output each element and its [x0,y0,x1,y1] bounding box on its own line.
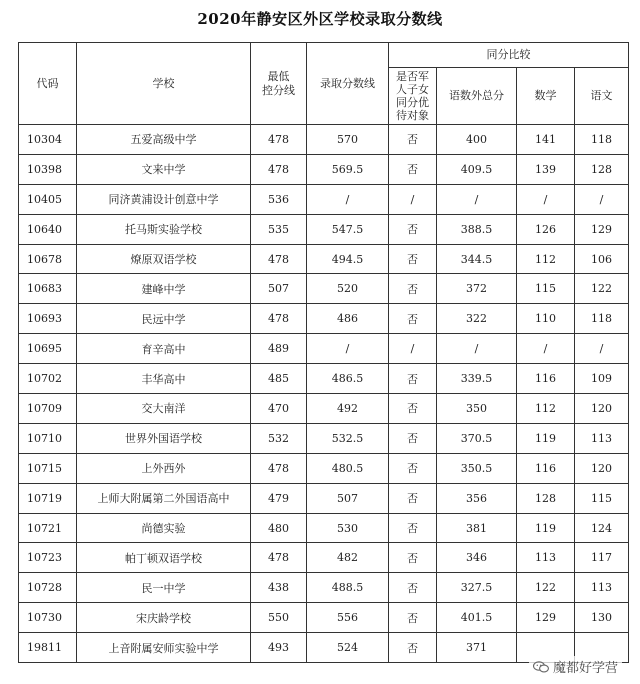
cell-admission-score: 488.5 [307,573,389,603]
header-code: 代码 [19,43,77,125]
cell-chinese: 124 [575,513,629,543]
cell-admission-score: 520 [307,274,389,304]
table-row [19,423,629,453]
cell-school: 上师大附属第二外国语高中 [77,483,251,513]
cell-math: 116 [517,453,575,483]
cell-min-score: 478 [251,154,307,184]
cell-code: 10405 [19,184,77,214]
cell-min-score: 507 [251,274,307,304]
cell-code: 19811 [19,633,77,663]
table-row [19,483,629,513]
cell-admission-score: 524 [307,633,389,663]
cell-military-priority: 否 [389,274,437,304]
cell-military-priority: 否 [389,543,437,573]
page-title: 2020年静安区外区学校录取分数线 [197,10,443,28]
table-row [19,214,629,244]
cell-code: 10693 [19,304,77,334]
cell-military-priority: 否 [389,483,437,513]
cell-non-lang-total: / [437,184,517,214]
cell-chinese: 128 [575,154,629,184]
cell-non-lang-total: 344.5 [437,244,517,274]
cell-school: 文来中学 [77,154,251,184]
cell-code: 10723 [19,543,77,573]
cell-code: 10678 [19,244,77,274]
cell-chinese: 113 [575,423,629,453]
cell-non-lang-total: 388.5 [437,214,517,244]
cell-admission-score: 547.5 [307,214,389,244]
cell-admission-score: 530 [307,513,389,543]
cell-min-score: 478 [251,304,307,334]
header-tie-comparison: 同分比较 [389,43,629,68]
cell-code: 10710 [19,423,77,453]
cell-military-priority: 否 [389,603,437,633]
cell-math: 115 [517,274,575,304]
table-row [19,543,629,573]
cell-math: 113 [517,543,575,573]
watermark-text: 魔都好学营 [552,661,618,676]
cell-code: 10702 [19,364,77,394]
cell-admission-score: 507 [307,483,389,513]
cell-admission-score: / [307,184,389,214]
table-row [19,154,629,184]
cell-admission-score: 494.5 [307,244,389,274]
cell-chinese: 120 [575,453,629,483]
cell-military-priority: 否 [389,453,437,483]
cell-code: 10721 [19,513,77,543]
cell-military-priority: 否 [389,423,437,453]
cell-code: 10709 [19,394,77,424]
cell-min-score: 470 [251,394,307,424]
cell-school: 交大南洋 [77,394,251,424]
cell-min-score: 478 [251,125,307,155]
cell-non-lang-total: 370.5 [437,423,517,453]
cell-min-score: 478 [251,543,307,573]
cell-chinese: 120 [575,394,629,424]
cell-military-priority: 否 [389,513,437,543]
cell-min-score: 485 [251,364,307,394]
cell-min-score: 489 [251,334,307,364]
table-row [19,573,629,603]
cell-school: 上外西外 [77,453,251,483]
cell-military-priority: 否 [389,394,437,424]
cell-admission-score: 569.5 [307,154,389,184]
table-body [19,125,629,663]
table-row [19,125,629,155]
table-row [19,184,629,214]
cell-non-lang-total: 409.5 [437,154,517,184]
cell-non-lang-total: 350.5 [437,453,517,483]
cell-military-priority: 否 [389,633,437,663]
cell-math: 110 [517,304,575,334]
cell-math: 139 [517,154,575,184]
cell-chinese: 109 [575,364,629,394]
cell-math: 126 [517,214,575,244]
cell-school: 民一中学 [77,573,251,603]
cell-military-priority: 否 [389,304,437,334]
cell-military-priority: 否 [389,214,437,244]
cell-school: 托马斯实验学校 [77,214,251,244]
cell-min-score: 493 [251,633,307,663]
cell-admission-score: 486 [307,304,389,334]
header-school: 学校 [77,43,251,125]
table-row [19,304,629,334]
cell-min-score: 478 [251,244,307,274]
cell-school: 帕丁顿双语学校 [77,543,251,573]
cell-school: 育辛高中 [77,334,251,364]
cell-non-lang-total: 346 [437,543,517,573]
cell-math: 112 [517,394,575,424]
header-non-lang-total: 语数外总分 [437,68,517,125]
cell-non-lang-total: 350 [437,394,517,424]
cell-school: 同济黄浦设计创意中学 [77,184,251,214]
cell-military-priority: 否 [389,125,437,155]
cell-chinese: 118 [575,125,629,155]
cell-non-lang-total: 339.5 [437,364,517,394]
cell-chinese: 129 [575,214,629,244]
cell-non-lang-total: / [437,334,517,364]
cell-school: 上音附属安师实验中学 [77,633,251,663]
cell-min-score: 438 [251,573,307,603]
cell-math: 116 [517,364,575,394]
cell-admission-score: 532.5 [307,423,389,453]
cell-school: 民远中学 [77,304,251,334]
cell-math: 129 [517,603,575,633]
cell-min-score: 550 [251,603,307,633]
cell-non-lang-total: 356 [437,483,517,513]
cell-chinese: / [575,184,629,214]
wechat-icon [533,661,549,673]
cell-code: 10728 [19,573,77,603]
cell-non-lang-total: 401.5 [437,603,517,633]
cell-min-score: 480 [251,513,307,543]
cell-military-priority: / [389,184,437,214]
cell-admission-score: 480.5 [307,453,389,483]
cell-chinese: 122 [575,274,629,304]
cell-admission-score: 482 [307,543,389,573]
cell-chinese: 115 [575,483,629,513]
cell-math: / [517,334,575,364]
cell-code: 10695 [19,334,77,364]
cell-school: 宋庆龄学校 [77,603,251,633]
table-row [19,364,629,394]
cell-non-lang-total: 381 [437,513,517,543]
table-row [19,453,629,483]
cell-min-score: 536 [251,184,307,214]
table-row [19,394,629,424]
header-admission-score: 录取分数线 [307,43,389,125]
cell-math: 112 [517,244,575,274]
table-row [19,274,629,304]
cell-school: 世界外国语学校 [77,423,251,453]
cell-math: 119 [517,513,575,543]
cell-min-score: 479 [251,483,307,513]
score-table [18,42,629,663]
cell-math: 119 [517,423,575,453]
cell-code: 10398 [19,154,77,184]
cell-min-score: 532 [251,423,307,453]
cell-school: 五爱高级中学 [77,125,251,155]
cell-chinese: 113 [575,573,629,603]
cell-admission-score: 570 [307,125,389,155]
cell-non-lang-total: 400 [437,125,517,155]
cell-military-priority: 否 [389,364,437,394]
cell-chinese: 130 [575,603,629,633]
table-row [19,334,629,364]
cell-math: 128 [517,483,575,513]
cell-code: 10304 [19,125,77,155]
cell-admission-score: 486.5 [307,364,389,394]
header-math: 数学 [517,68,575,125]
cell-chinese: 118 [575,304,629,334]
cell-code: 10730 [19,603,77,633]
cell-military-priority: 否 [389,573,437,603]
header-military-priority: 是否军 人子女 同分优 待对象 [389,68,437,125]
cell-min-score: 478 [251,453,307,483]
header-min-score: 最低 控分线 [251,43,307,125]
cell-military-priority: 否 [389,244,437,274]
table-row [19,603,629,633]
cell-non-lang-total: 322 [437,304,517,334]
cell-chinese: / [575,334,629,364]
cell-math: / [517,184,575,214]
header-chinese: 语文 [575,68,629,125]
cell-math: 122 [517,573,575,603]
cell-code: 10715 [19,453,77,483]
cell-non-lang-total: 372 [437,274,517,304]
cell-school: 建峰中学 [77,274,251,304]
cell-school: 燎原双语学校 [77,244,251,274]
cell-admission-score: / [307,334,389,364]
cell-chinese: 106 [575,244,629,274]
cell-military-priority: 否 [389,154,437,184]
cell-code: 10719 [19,483,77,513]
cell-chinese: 117 [575,543,629,573]
cell-military-priority: / [389,334,437,364]
cell-min-score: 535 [251,214,307,244]
cell-code: 10683 [19,274,77,304]
cell-admission-score: 492 [307,394,389,424]
cell-math: 141 [517,125,575,155]
cell-non-lang-total: 371 [437,633,517,663]
cell-school: 尚德实验 [77,513,251,543]
table-row [19,244,629,274]
cell-school: 丰华高中 [77,364,251,394]
cell-code: 10640 [19,214,77,244]
table-row [19,513,629,543]
cell-admission-score: 556 [307,603,389,633]
watermark [529,656,622,677]
cell-non-lang-total: 327.5 [437,573,517,603]
